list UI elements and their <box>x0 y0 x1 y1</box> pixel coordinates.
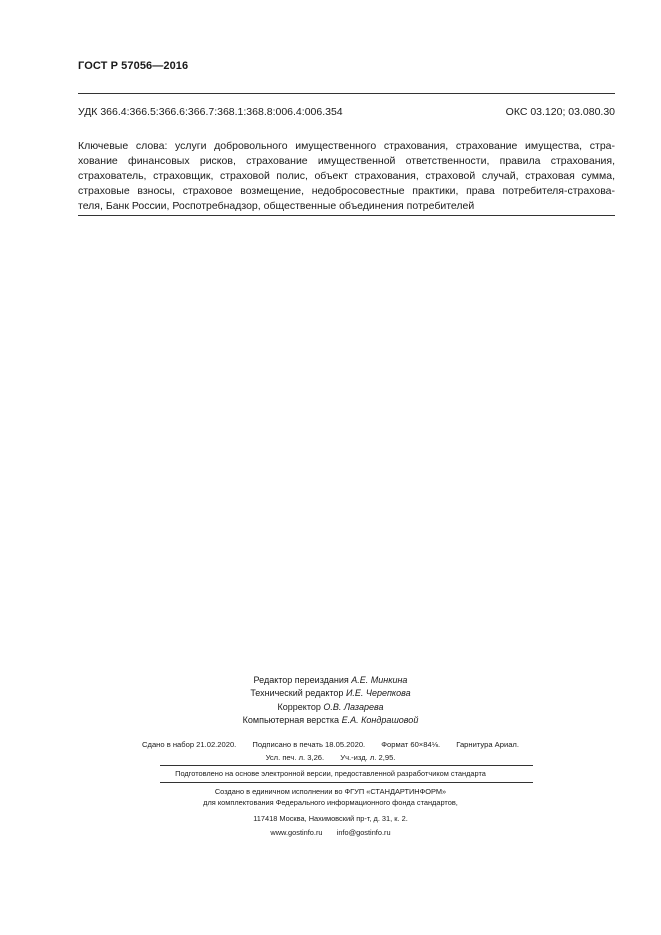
keywords-line: хование финансовых рисков, страхование имущественной ответственности, правила страхования, <box>78 155 615 167</box>
credit-tech-editor-label: Технический редактор <box>250 688 344 699</box>
publisher-contacts <box>0 827 661 838</box>
credit-layout <box>0 714 661 727</box>
keywords-line: страховые взносы, страховое возмещение, недобросовестные практики, права потребителя-страхова- <box>78 185 615 197</box>
publisher-block <box>0 786 661 838</box>
keywords-line: Ключевые слова: услуги добровольного имущественного страхования, страхование имущества, стра- <box>78 140 615 152</box>
keywords-line: теля, Банк России, Роспотребнадзор, общественные объединения потребителей <box>78 200 475 212</box>
credit-tech-editor-name: И.Е. Черепкова <box>345 688 411 699</box>
print-sheets: Усл. печ. л. 3,26. <box>265 753 325 762</box>
print-info <box>0 738 661 764</box>
paper-format: Формат 60×84⅛. <box>381 740 441 749</box>
prepared-note: Подготовлено на основе электронной версии, предоставленной разработчиком стандарта <box>175 769 486 778</box>
udk-code: УДК 366.4:366.5:366.6:366.7:368.1:368.8:006.4:006.354 <box>78 106 343 118</box>
document-code: ГОСТ Р 57056—2016 <box>78 60 189 72</box>
publisher-website[interactable]: www.gostinfo.ru <box>270 828 323 837</box>
signed-date: Подписано в печать 18.05.2020. <box>252 740 366 749</box>
oks-code: ОКС 03.120; 03.080.30 <box>505 106 615 118</box>
credit-tech-editor <box>0 687 661 700</box>
credits-block <box>0 674 661 727</box>
publisher-line-2: для комплектования Федерального информационного фонда стандартов, <box>203 798 458 807</box>
publisher-email[interactable]: info@gostinfo.ru <box>336 828 391 837</box>
credit-proofreader-label: Корректор <box>277 701 321 712</box>
credit-proofreader-name: О.В. Лазарева <box>323 701 384 712</box>
credit-layout-name: Е.А. Кондрашовой <box>341 714 419 725</box>
divider-prepared <box>160 782 533 783</box>
credit-layout-label: Компьютерная верстка <box>242 714 340 725</box>
publication-sheets: Уч.-изд. л. 2,95. <box>340 753 396 762</box>
keywords-paragraph <box>78 139 615 214</box>
print-info-row-2 <box>0 751 661 764</box>
keywords-line: страхователь, страховщик, страховой полис, объект страхования, страховой случай, страховая сумма, <box>78 170 615 182</box>
credit-editor-label: Редактор переиздания <box>253 675 349 685</box>
publisher-line-1: Создано в единичном исполнении во ФГУП «СТАНДАРТИНФОРМ» <box>214 787 447 796</box>
typeface: Гарнитура Ариал. <box>456 740 519 749</box>
print-info-row-1 <box>0 738 661 751</box>
divider-top <box>78 93 615 94</box>
divider-print-info <box>160 765 533 766</box>
credit-editor-name: А.Е. Минкина <box>351 675 408 685</box>
credit-editor <box>0 674 661 687</box>
submitted-date: Сдано в набор 21.02.2020. <box>142 740 237 749</box>
credit-proofreader <box>0 701 661 714</box>
divider-keywords <box>78 215 615 216</box>
publisher-address: 117418 Москва, Нахимовский пр-т, д. 31, к. 2. <box>253 814 408 823</box>
